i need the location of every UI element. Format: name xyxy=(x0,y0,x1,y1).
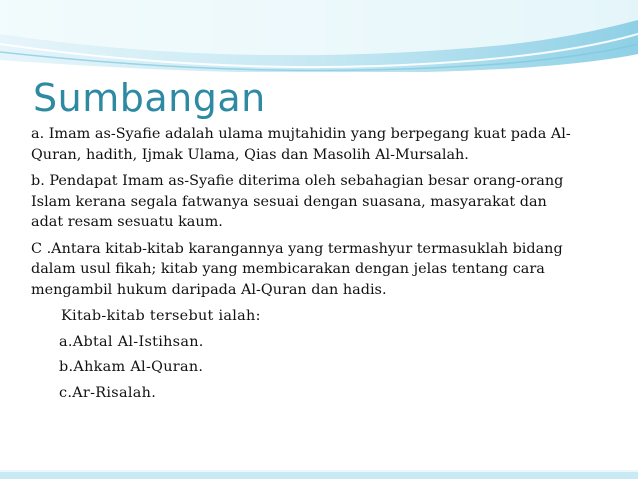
book-item: c.Ar-Risalah. xyxy=(59,384,157,401)
paragraph-line: dalam usul fikah; kitab yang membicarakan dengan jelas tentang cara xyxy=(31,261,545,277)
paragraph-marker: a. xyxy=(31,126,45,142)
paragraph-line: b. Pendapat Imam as-Syafie diterima oleh sebahagian besar orang-orang xyxy=(31,173,564,189)
paragraph-marker: C . xyxy=(31,240,52,257)
paragraph-a xyxy=(31,124,611,165)
paragraph-line: adat resam sesuatu kaum. xyxy=(31,214,223,230)
footer-band-decoration xyxy=(0,470,638,479)
paragraph-line: C .Antara kitab-kitab karangannya yang termashyur termasuklah bidang xyxy=(31,240,563,257)
paragraph-line: a. Imam as-Syafie adalah ulama mujtahidin yang berpegang kuat pada Al- xyxy=(31,126,571,142)
paragraph-line: Quran, hadith, Ijmak Ulama, Qias dan Masolih Al-Mursalah. xyxy=(31,146,469,163)
books-intro: Kitab-kitab tersebut ialah: xyxy=(61,308,261,324)
header-wave-decoration xyxy=(0,0,638,72)
paragraph-c xyxy=(31,239,611,301)
book-item: a.Abtal Al-Istihsan. xyxy=(59,333,204,350)
slide-body xyxy=(31,124,611,408)
paragraph-line: mengambil hukum daripada Al-Quran dan hadis. xyxy=(31,281,387,298)
slide-title: Sumbangan xyxy=(33,76,266,120)
book-item: b.Ahkam Al-Quran. xyxy=(59,359,204,375)
paragraph-line: Islam kerana segala fatwanya sesuai dengan suasana, masyarakat dan xyxy=(31,193,547,210)
paragraph-b xyxy=(31,171,611,233)
paragraph-marker: b. xyxy=(31,173,45,189)
